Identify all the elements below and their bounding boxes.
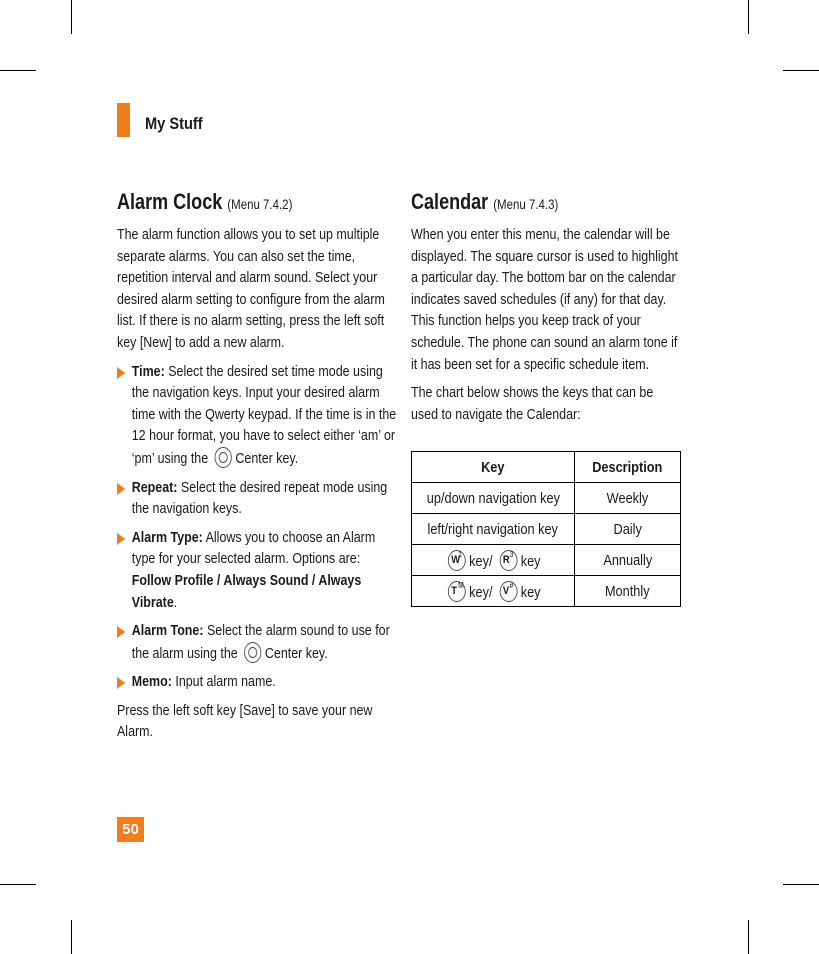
list-item-alarm-tone xyxy=(117,620,399,664)
calendar-intro: When you enter this menu, the calendar will be displayed. The square cursor is used to highlight a particular day. The bottom bar on the calendar indicates saved schedules (if any) for that day. This function helps you keep track of your schedule. The phone can sound an alarm tone if it has been set for a specific schedule item. xyxy=(411,226,678,373)
crop-mark xyxy=(748,920,749,954)
column-header-description: Description xyxy=(575,452,681,483)
item-text: Select the desired set time mode using the navigation keys. Input your desired alarm time with the Qwerty keypad. If the time is in the 12 hour format, you have to select either ‘am’ or ‘pm’ using the xyxy=(131,362,397,467)
table-cell-description: Annually xyxy=(575,545,681,576)
item-term: Alarm Type: xyxy=(131,528,203,546)
table-row xyxy=(412,576,681,607)
alarm-clock-menu-ref: (Menu 7.4.2) xyxy=(227,196,293,212)
list-item-alarm-type xyxy=(117,527,399,613)
center-key-icon xyxy=(244,642,261,663)
item-after: Center key. xyxy=(235,449,299,467)
item-options: Follow Profile / Always Sound / Always Vibrate xyxy=(131,571,362,611)
table-row xyxy=(412,545,681,576)
crop-mark xyxy=(783,884,819,885)
calendar-keys-table xyxy=(411,451,681,607)
w-key-icon: W 1 xyxy=(448,550,466,571)
t-key-icon: T M xyxy=(448,581,466,602)
item-end: . xyxy=(173,593,178,611)
list-item-memo xyxy=(117,671,399,693)
alarm-clock-title: Alarm Clock xyxy=(117,189,223,214)
column-header-key: Key xyxy=(412,452,575,483)
item-term: Alarm Tone: xyxy=(131,622,204,640)
table-cell-key: left/right navigation key xyxy=(412,514,575,545)
table-row xyxy=(412,483,681,514)
table-header-row xyxy=(412,452,681,483)
table-cell-key: up/down navigation key xyxy=(412,483,575,514)
bullet-icon xyxy=(117,483,125,495)
alarm-intro: The alarm function allows you to set up multiple separate alarms. You can also set the time, repetition interval and alarm sound. Select your desired alarm setting to configure from the alarm list. If there is no alarm setting, press the left soft key [New] to add a new alarm. xyxy=(117,226,385,351)
crop-mark xyxy=(0,70,36,71)
table-cell-key: T M key/ V # key xyxy=(412,576,575,607)
v-key-icon: V # xyxy=(500,581,518,602)
r-key-icon: R 3 xyxy=(500,550,518,571)
alarm-clock-heading xyxy=(117,188,399,218)
crop-mark xyxy=(0,884,36,885)
item-text: Select the alarm sound to use for the alarm using the xyxy=(131,622,390,662)
item-term: Repeat: xyxy=(131,478,178,496)
list-item-repeat xyxy=(117,477,399,520)
calendar-menu-ref: (Menu 7.4.3) xyxy=(493,196,559,212)
calendar-title: Calendar xyxy=(411,189,489,214)
item-text: Allows you to choose an Alarm type for your selected alarm. Options are: xyxy=(131,528,376,568)
page-number: 50 xyxy=(117,817,144,842)
bullet-icon xyxy=(117,626,125,638)
calendar-section xyxy=(411,188,681,432)
alarm-options-list xyxy=(117,361,399,693)
bullet-icon xyxy=(117,677,125,689)
calendar-heading xyxy=(411,188,681,218)
table-cell-description: Monthly xyxy=(575,576,681,607)
item-term: Memo: xyxy=(131,673,172,691)
table-cell-key: W 1 key/ R 3 key xyxy=(412,545,575,576)
crop-mark xyxy=(783,70,819,71)
alarm-outro: Press the left soft key [Save] to save your new Alarm. xyxy=(117,701,373,741)
table-cell-description: Daily xyxy=(575,514,681,545)
alarm-clock-section xyxy=(117,188,399,750)
bullet-icon xyxy=(117,533,125,545)
calendar-chart-intro: The chart below shows the keys that can be used to navigate the Calendar: xyxy=(411,384,654,423)
crop-mark xyxy=(748,0,749,34)
crop-mark xyxy=(71,0,72,34)
item-after: Center key. xyxy=(264,644,328,662)
section-accent-bar xyxy=(117,103,130,137)
table-row xyxy=(412,514,681,545)
item-text: Select the desired repeat mode using the navigation keys. xyxy=(131,478,388,518)
bullet-icon xyxy=(117,367,125,379)
table-cell-description: Weekly xyxy=(575,483,681,514)
section-title: My Stuff xyxy=(145,114,203,133)
item-text: Input alarm name. xyxy=(175,673,276,691)
list-item-time xyxy=(117,361,399,470)
crop-mark xyxy=(71,920,72,954)
center-key-icon xyxy=(215,447,232,468)
item-term: Time: xyxy=(131,362,165,380)
